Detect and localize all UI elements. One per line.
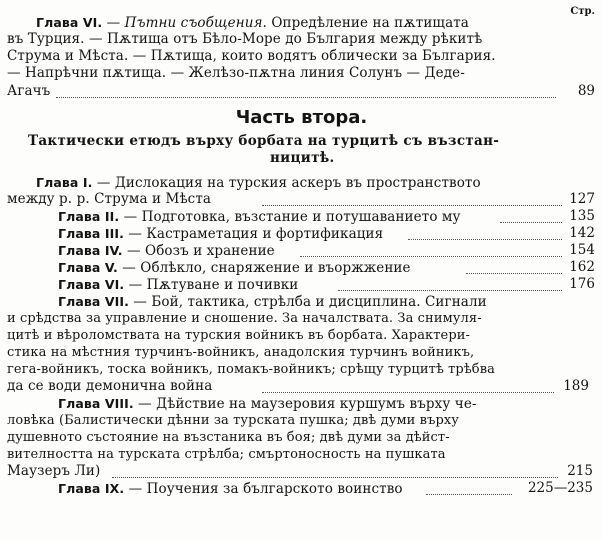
chapter-text: — Поучения за българското воинство bbox=[128, 481, 403, 497]
chapter-text: ловѣка (Балистически дѣнни за турската пушка; двѣ думи върху bbox=[7, 413, 460, 428]
chapter-label: Глава I. bbox=[36, 175, 93, 190]
chapter-label: Глава VI. bbox=[58, 277, 125, 292]
chapter-text: и срѣдства за управление и сношение. За началствата. За снимуля- bbox=[7, 311, 482, 326]
chapter-text: цитѣ и вѣроломствата на турския войникъ въ борбата. Характери- bbox=[7, 328, 471, 343]
page-number: 127 bbox=[569, 191, 595, 207]
chapter-text: — Обозъ и хранение bbox=[127, 243, 275, 259]
chapter-text: Маузеръ Ли) bbox=[7, 463, 101, 479]
page-number: 176 bbox=[569, 276, 595, 292]
page-number: 215 bbox=[567, 463, 593, 479]
chapter-label: Глава IV. bbox=[58, 243, 123, 258]
chapter-label: Глава IX. bbox=[58, 481, 125, 496]
toc-entry-chapter-1 bbox=[36, 174, 481, 192]
leader-dots bbox=[262, 204, 562, 206]
chapter-text: — Подготовка, възстание и потушаванието му bbox=[123, 209, 461, 225]
chapter-text: — Дислокация на турския аскеръ въ пространството bbox=[96, 175, 481, 191]
leader-dots bbox=[112, 476, 558, 478]
top-chapter-line-5: Агачъ bbox=[7, 83, 51, 99]
toc-entry-chapter-3 bbox=[58, 225, 383, 243]
chapter-text: Опредѣление на пѫтищата bbox=[266, 15, 469, 31]
toc-entry-chapter-6 bbox=[58, 276, 298, 294]
chapter-label: Глава VI. bbox=[36, 15, 103, 30]
chapter-title: Пътни съобщения. bbox=[124, 15, 267, 31]
part-title: Часть втора. bbox=[235, 107, 368, 128]
top-chapter-line-4: — Напрѣчни пѫтища. — Желѣзо-пѫтна линия Солунъ — Деде- bbox=[7, 65, 465, 81]
part-subtitle-line-1: Тактически етюдъ върху борбата на турцитѣ съ възстан- bbox=[28, 133, 500, 149]
chapter-text: стика на мѣстния турчинъ-войникъ, анадолския турчинъ войникъ, bbox=[7, 345, 475, 360]
page-number: 135 bbox=[569, 208, 595, 224]
page-number: 142 bbox=[569, 225, 595, 241]
leader-dots bbox=[300, 255, 562, 257]
toc-entry-chapter-8 bbox=[58, 395, 477, 413]
chapter-text: — Дѣйствие на маузеровия куршумъ върху че- bbox=[138, 396, 477, 412]
leader-dots bbox=[408, 238, 562, 240]
leader-dots bbox=[426, 493, 512, 495]
chapter-text: гега-войникъ, тоска войникъ, помакъ-войникъ; срѣщу турцитѣ трѣбва bbox=[7, 362, 495, 377]
leader-dots bbox=[56, 96, 556, 98]
page-number: 154 bbox=[569, 242, 595, 258]
chapter-text: душевното състояние на възстаника въ боя; двѣ думи за дѣйст- bbox=[7, 430, 450, 445]
page-marker: Стр. bbox=[570, 6, 595, 17]
leader-dots bbox=[262, 391, 554, 393]
top-chapter-line-2: въ Турция. — Пѫтища отъ Бѣло-Море до България между рѣкитѣ bbox=[7, 31, 483, 47]
toc-entry-chapter-4 bbox=[58, 242, 275, 260]
dash: — bbox=[102, 15, 125, 31]
chapter-text: — Пѫтуване и почивки bbox=[128, 277, 299, 293]
chapter-text: между р. р. Струма и Мѣста bbox=[7, 191, 212, 207]
toc-entry-chapter-2 bbox=[58, 208, 461, 226]
page-number: 225—235 bbox=[527, 480, 593, 496]
page-number: 189 bbox=[563, 378, 589, 394]
chapter-text: вителността на турската стрѣлба; смъртоносность на пушката bbox=[7, 447, 446, 462]
chapter-label: Глава II. bbox=[58, 209, 120, 224]
top-chapter-line-3: Струма и Мѣста. — Пѫтища, които водятъ облически за България. bbox=[7, 48, 496, 64]
chapter-label: Глава VII. bbox=[58, 294, 129, 309]
part-subtitle-line-2: ницитѣ. bbox=[270, 150, 335, 166]
chapter-label: Глава V. bbox=[58, 260, 118, 275]
chapter-text: да се води демонична война bbox=[7, 378, 213, 394]
chapter-label: Глава III. bbox=[58, 226, 124, 241]
leader-dots bbox=[466, 272, 562, 274]
chapter-label: Глава VIII. bbox=[58, 396, 134, 411]
chapter-text: — Кастраметация и фортификация bbox=[128, 226, 384, 242]
page-number: 89 bbox=[577, 83, 595, 99]
chapter-text: — Бой, тактика, стрѣлба и дисциплина. Сигнали bbox=[133, 294, 487, 310]
toc-entry-chapter-7 bbox=[58, 293, 487, 311]
toc-entry-chapter-9 bbox=[58, 480, 403, 498]
page-number: 162 bbox=[569, 259, 595, 275]
leader-dots bbox=[500, 221, 562, 223]
chapter-text: — Облѣкло, снаряжение и въоржжение bbox=[122, 260, 411, 276]
top-chapter-line-1 bbox=[36, 14, 469, 32]
toc-entry-chapter-5 bbox=[58, 259, 411, 277]
leader-dots bbox=[338, 289, 562, 291]
